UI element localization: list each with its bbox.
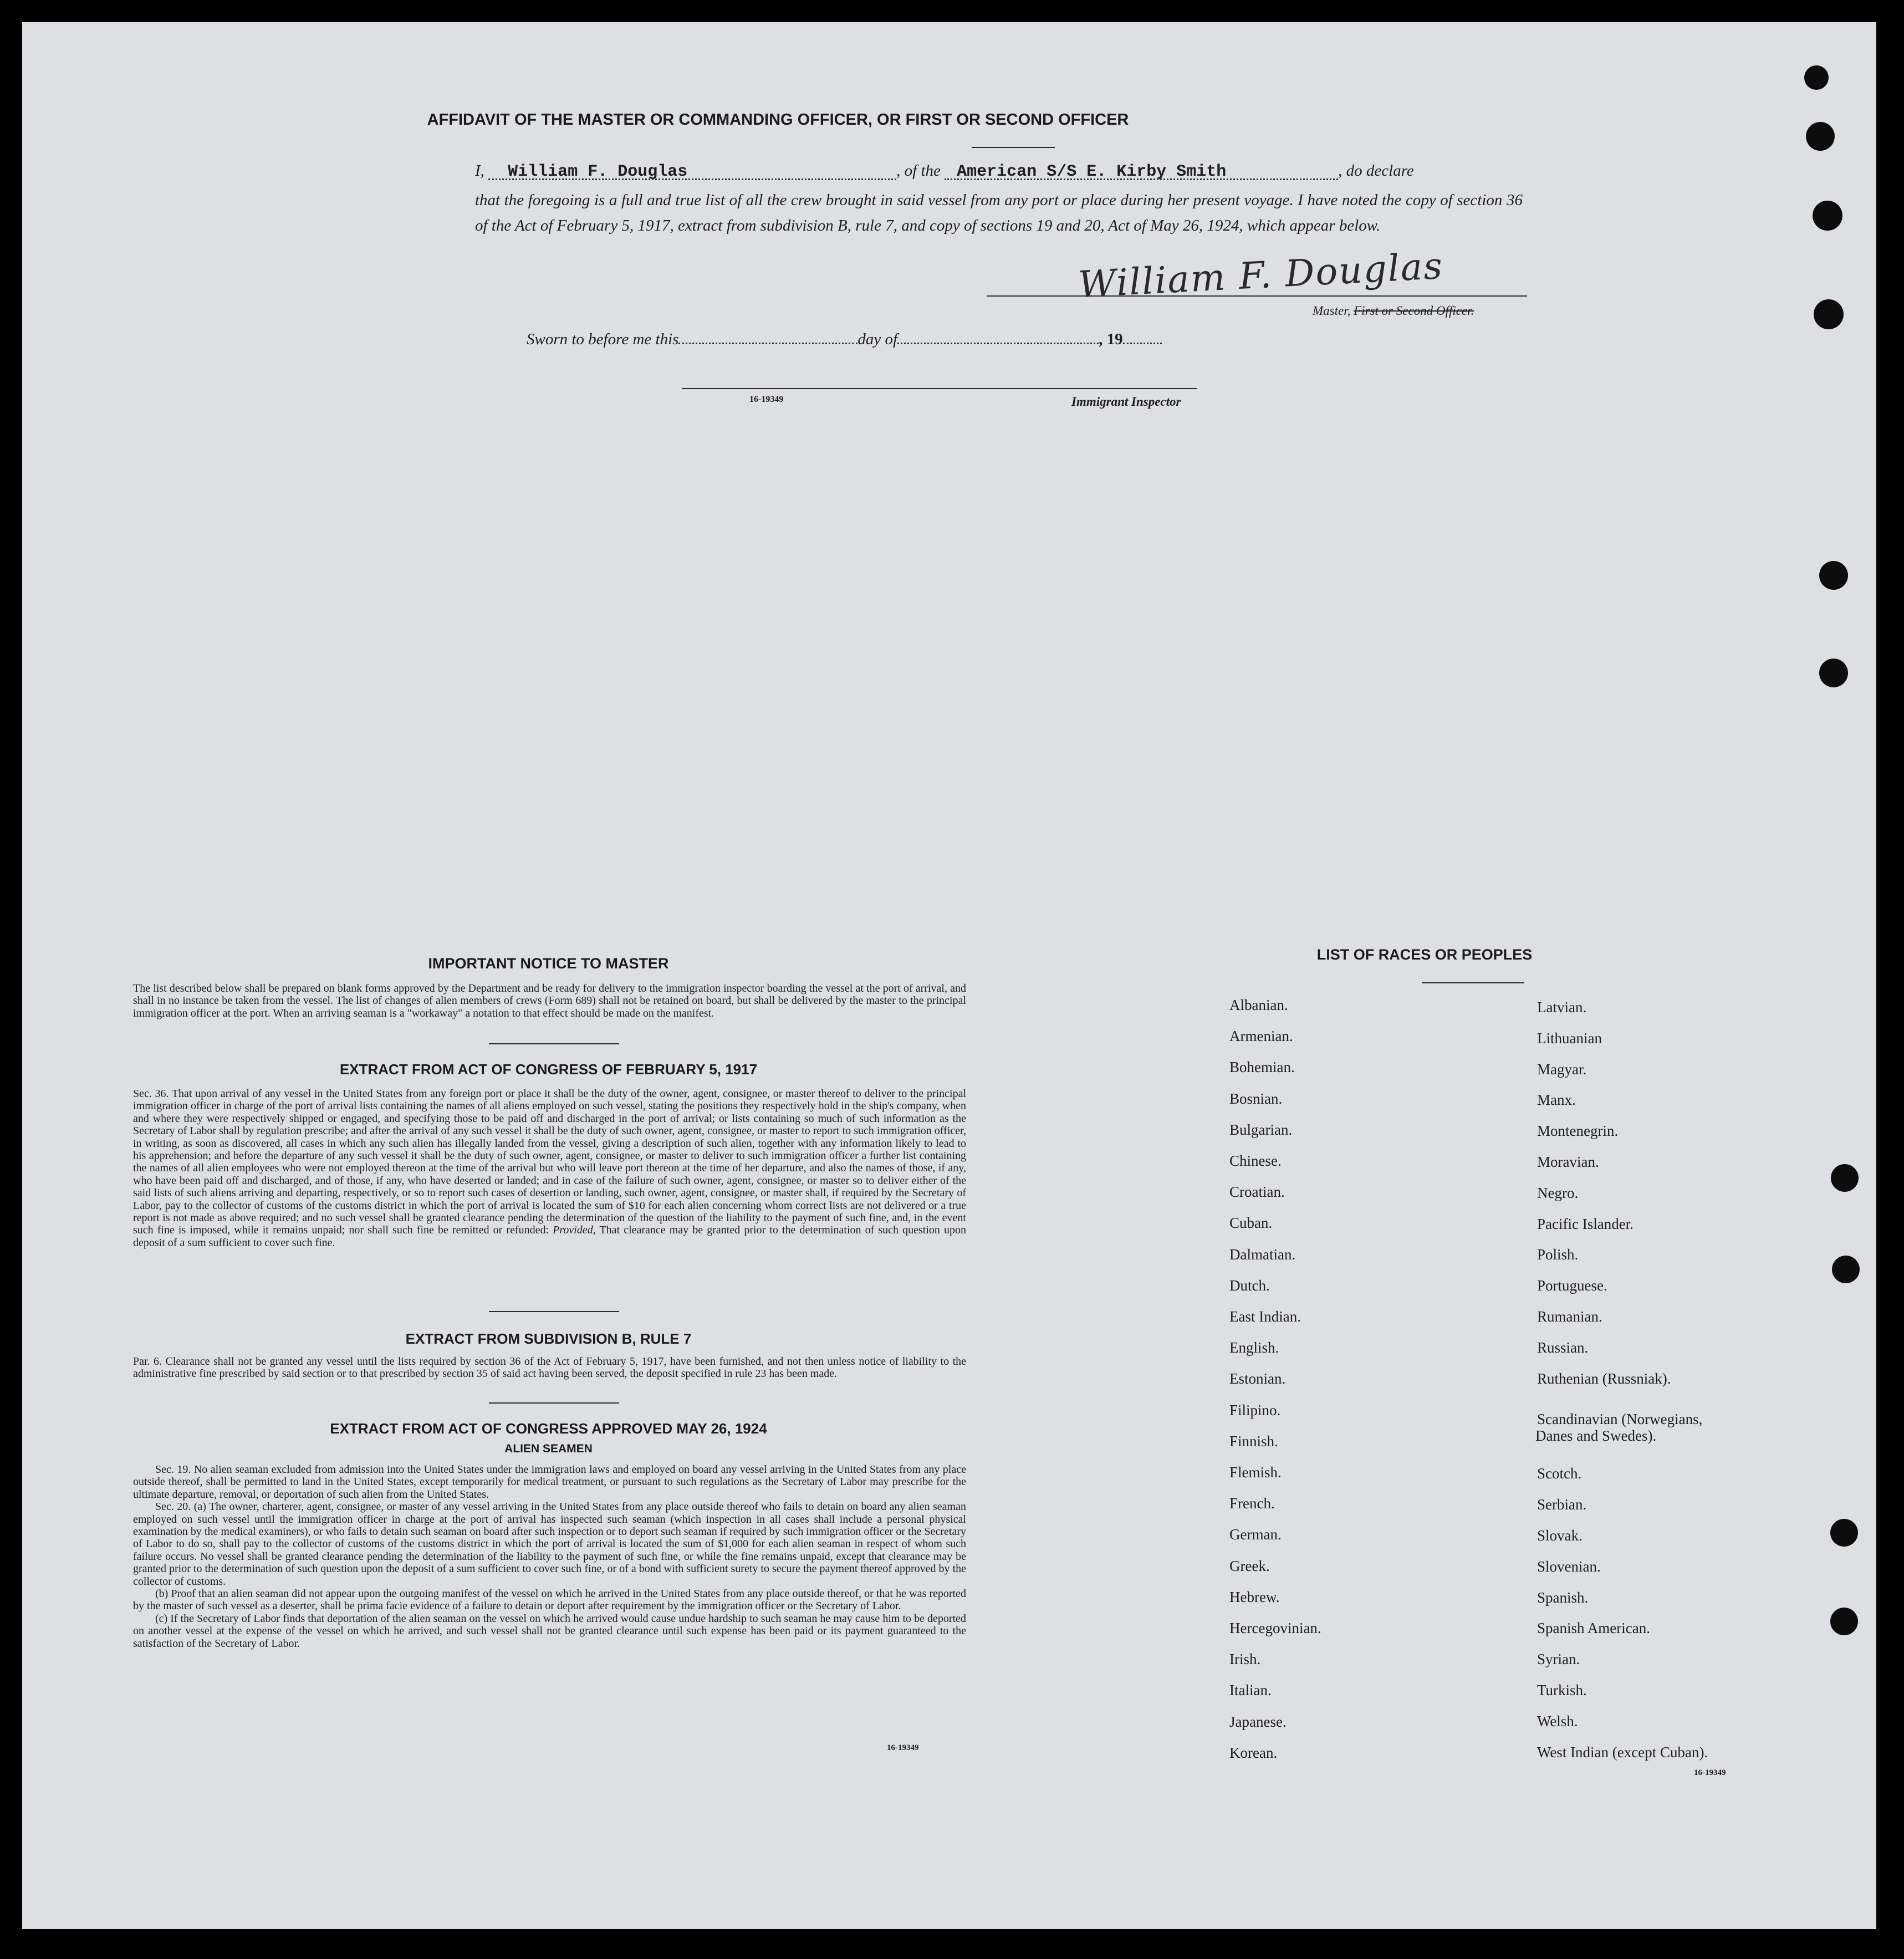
struck-officer-label: First or Second Officer.: [1354, 304, 1474, 318]
act-1924-text: [133, 1463, 966, 1650]
race-item: Pacific Islander.: [1537, 1215, 1634, 1232]
race-item: Bohemian.: [1229, 1059, 1295, 1076]
master-signature: William F. Douglas: [1077, 244, 1444, 307]
divider: [972, 147, 1055, 148]
race-item: Spanish American.: [1537, 1620, 1650, 1637]
race-item: Spanish.: [1537, 1589, 1589, 1606]
act-1917-body: Sec. 36. That upon arrival of any vessel in the United States from any foreign port or place it shall be the duty of the owner, agent, consignee, or master thereof to deliver to the principal immigration officer in charge of the port of arrival lists containing the names of all aliens employed on such vessel, stating the positions they respectively hold in the ship's company, when and where they were respectively shipped or engaged, and specifying those to be paid off and discharged in the port of arrival; or lists containing so much of such information as the Secretary of Labor shall by regulation prescribe; and after the arrival of any such vessel it shall be the duty of such owner, agent, consignee, or master to report to such immigration officer, in writing, as soon as discovered, all cases in which any such alien has illegally landed from the vessel, giving a description of such alien, together with any information likely to lead to his apprehension; and before the departure of any such vessel it shall be the duty of such owner, agent, consignee, or master to deliver to such immigration officer a further list containing the names of all alien employees who were not employed thereon at the time of the arrival but who will leave port thereon at the time of her departure, and also the names of those, if any, who have been paid off and discharged, and of those, if any, who have deserted or landed; and in case of the failure of such owner, agent, consignee, or master so to deliver either of the said lists of such aliens arriving and departing, respectively, or so to report such cases of desertion or landing, such owner, agent, consignee, or master shall, if required by the Secretary of Labor, pay to the collector of customs of the customs district in which the port of arrival is located the sum of $10 for each alien concerning whom correct lists are not delivered or a true report is not made as above required; and no such vessel shall be granted clearance pending the determination of the question of the liability to the payment of such fine, and, in the event such fine is imposed, while it remains unpaid; nor shall such fine be remitted or refunded:: [133, 1088, 966, 1237]
punch-hole: [1830, 1608, 1858, 1635]
race-item: Greek.: [1229, 1557, 1270, 1574]
act-1917-text: [133, 1088, 966, 1249]
race-item: Irish.: [1229, 1651, 1261, 1668]
divider: [489, 1311, 619, 1312]
race-item: Bosnian.: [1229, 1090, 1283, 1107]
race-item: Armenian.: [1229, 1028, 1293, 1045]
race-item: Latvian.: [1537, 999, 1587, 1016]
punch-hole: [1819, 561, 1848, 590]
race-item: French.: [1229, 1495, 1275, 1512]
race-item: Syrian.: [1537, 1651, 1580, 1668]
race-item: Magyar.: [1537, 1060, 1587, 1078]
form-number: 16-19349: [749, 395, 784, 404]
sec-20a-text: Sec. 20. (a) The owner, charterer, agent, consignee, or master of any vessel arriving in the United States from any place outside thereof who fails to detain on board any alien seaman employed on such vessel until the immigration officer in charge at the port of arrival has inspected such seaman (which inspection in all cases shall include a personal physical examination by the medical examiners), or who fails to detain such seaman on board after such inspection or to deport such seaman if required by such immigration officer or the Secretary of Labor to do so, shall pay to the collector of customs of the customs district in which the port of arrival is located the sum of $1,000 for each alien seaman in respect of whom such failure occurs. No vessel shall be granted clearance pending the determination of the liability to the payment of such fine, or while the fine remains unpaid, except that clearance may be granted prior to the determination of such question upon the deposit of a sum sufficient to cover such fine, or of a bond with sufficient surety to secure the payment thereof approved by the collector of customs.: [133, 1501, 966, 1588]
race-item: Serbian.: [1537, 1496, 1587, 1513]
race-item: East Indian.: [1229, 1308, 1301, 1325]
race-item: Scotch.: [1537, 1465, 1582, 1482]
form-number: 16-19349: [1694, 1768, 1726, 1777]
document-page: [22, 22, 1876, 1929]
alien-seamen-subtitle: ALIEN SEAMEN: [504, 1442, 593, 1455]
master-label: Master,: [1313, 304, 1351, 318]
punch-hole: [1804, 65, 1829, 90]
race-item: Hebrew.: [1229, 1588, 1280, 1605]
race-item: Finnish.: [1229, 1432, 1278, 1450]
punch-hole: [1819, 659, 1848, 687]
race-item: Estonian.: [1229, 1370, 1286, 1387]
race-item: Italian.: [1229, 1682, 1272, 1699]
punch-hole: [1830, 1519, 1858, 1547]
divider: [489, 1402, 619, 1404]
sec-19-text: Sec. 19. No alien seaman excluded from admission into the United States under the immigration laws and employed on board any vessel arriving in the United States from any place outside thereof, shall be permitted to land in the United States, except temporarily for medical treatment, or pursuant to such regulations as the Secretary of Labor may prescribe for the ultimate departure, removal, or deportation of such alien from the United States.: [133, 1463, 966, 1501]
day-of-label: day of: [857, 330, 898, 348]
race-item: Dutch.: [1229, 1277, 1270, 1294]
punch-hole: [1806, 122, 1835, 151]
act-1917-title: EXTRACT FROM ACT OF CONGRESS OF FEBRUARY 5, 1917: [339, 1061, 758, 1078]
rule-7-title: EXTRACT FROM SUBDIVISION B, RULE 7: [405, 1330, 692, 1347]
race-item: Filipino.: [1229, 1401, 1281, 1419]
race-item: Negro.: [1537, 1184, 1579, 1201]
punch-hole: [1831, 1164, 1859, 1192]
race-item: German.: [1229, 1526, 1282, 1543]
affidavit-body: that the foregoing is a full and true list of all the crew brought in said vessel from any port or place during her present voyage. I have noted the copy of section 36 of the Act of February 5, 1917, extract from subdivision B, rule 7, and copy of sections 19 and 20, Act of May 26, 1924, which appear below.: [475, 191, 1523, 234]
declaration-line: [475, 162, 1528, 181]
race-item: Ruthenian (Russniak).: [1537, 1370, 1671, 1387]
punch-hole: [1813, 201, 1842, 231]
inspector-signature-line: [682, 388, 1197, 389]
race-item: Polish.: [1537, 1246, 1579, 1263]
race-item: West Indian (except Cuban).: [1537, 1743, 1708, 1761]
race-item: Danes and Swedes).: [1535, 1427, 1657, 1445]
sworn-line: [527, 330, 1162, 349]
sec-20c-text: (c) If the Secretary of Labor finds that deportation of the alien seaman on the vessel on which he arrived would cause undue hardship to such seaman he may cause him to be deported on another vessel at the expense of the vessel on which he arrived, and such vessel shall not be granted clearance until such expense has been paid or its payment guaranteed to the satisfaction of the Secretary of Labor.: [133, 1612, 966, 1650]
race-item: Scandinavian (Norwegians,: [1537, 1411, 1703, 1428]
divider: [1422, 982, 1524, 983]
race-item: Slovenian.: [1537, 1558, 1601, 1575]
master-name-field: William F. Douglas: [508, 162, 688, 181]
race-item: Rumanian.: [1537, 1308, 1602, 1325]
race-item: Hercegovinian.: [1229, 1620, 1321, 1636]
rule-7-text: Par. 6. Clearance shall not be granted any vessel until the lists required by section 36 of the Act of February 5, 1917, have been furnished, and not then unless notice of liability to the administrative fine prescribed by said section or to that prescribed by section 35 of said act having been served, the deposit specified in rule 23 has been made.: [133, 1355, 966, 1380]
race-item: Portuguese.: [1537, 1277, 1607, 1294]
vessel-name-field: American S/S E. Kirby Smith: [957, 162, 1227, 181]
race-item: Montenegrin.: [1537, 1123, 1619, 1140]
race-item: Japanese.: [1229, 1713, 1287, 1730]
signature-title: [1313, 304, 1474, 318]
sec-20b-text: (b) Proof that an alien seaman did not appear upon the outgoing manifest of the vessel on which he arrived in the United States from any place outside thereof, or that he was reported by the master of such vessel as a deserter, shall be prima facie evidence of a failure to detain or deport after requirement by the immigration officer or the Secretary of Labor.: [133, 1588, 966, 1613]
race-item: Albanian.: [1229, 997, 1288, 1013]
race-item: Turkish.: [1537, 1682, 1587, 1698]
notice-title: IMPORTANT NOTICE TO MASTER: [428, 955, 669, 972]
punch-hole: [1814, 299, 1844, 329]
divider: [489, 1043, 619, 1044]
race-item: Slovak.: [1537, 1527, 1583, 1544]
race-item: Russian.: [1537, 1339, 1589, 1356]
races-title: LIST OF RACES OR PEOPLES: [1316, 946, 1533, 963]
sworn-label: Sworn to before me this: [527, 330, 679, 348]
of-the-label: , of the: [896, 162, 941, 180]
race-item: Lithuanian: [1537, 1029, 1602, 1047]
race-item: Croatian.: [1229, 1183, 1285, 1201]
race-item: Manx.: [1537, 1091, 1576, 1109]
i-label: I,: [475, 162, 484, 180]
race-item: English.: [1229, 1339, 1279, 1356]
race-item: Chinese.: [1229, 1152, 1282, 1169]
notice-text: The list described below shall be prepared on blank forms approved by the Department and be ready for delivery to the immigration inspector boarding the vessel at the port of arrival, and shall in no instance be taken from the vessel. The list of changes of alien members of crews (Form 689) shall not be retained on board, but shall be delivered by the master to the principal immigration officer at the port. When an arriving seaman is a "workaway" a notation to that effect should be made on the manifest.: [133, 982, 966, 1019]
race-item: Moravian.: [1537, 1154, 1599, 1170]
affidavit-title: AFFIDAVIT OF THE MASTER OR COMMANDING OFFICER, OR FIRST OR SECOND OFFICER: [427, 111, 1129, 129]
do-declare-label: , do declare: [1338, 162, 1414, 180]
punch-hole: [1832, 1256, 1860, 1283]
race-item: Bulgarian.: [1229, 1121, 1293, 1138]
year-label: , 19: [1099, 330, 1123, 348]
race-item: Dalmatian.: [1229, 1246, 1296, 1263]
race-item: Cuban.: [1229, 1215, 1273, 1232]
act-1924-title: EXTRACT FROM ACT OF CONGRESS APPROVED MAY 26, 1924: [330, 1420, 767, 1437]
provided-label: Provided,: [553, 1224, 596, 1237]
race-item: Flemish.: [1229, 1464, 1282, 1481]
act-1917-body-end: That clearance may be granted prior to the determination of such question upon deposit of a sum sufficient to cover such fine.: [133, 1224, 966, 1249]
race-item: Welsh.: [1537, 1712, 1578, 1730]
race-item: Korean.: [1229, 1744, 1278, 1761]
inspector-label: Immigrant Inspector: [1071, 395, 1181, 409]
form-number: 16-19349: [887, 1743, 919, 1752]
